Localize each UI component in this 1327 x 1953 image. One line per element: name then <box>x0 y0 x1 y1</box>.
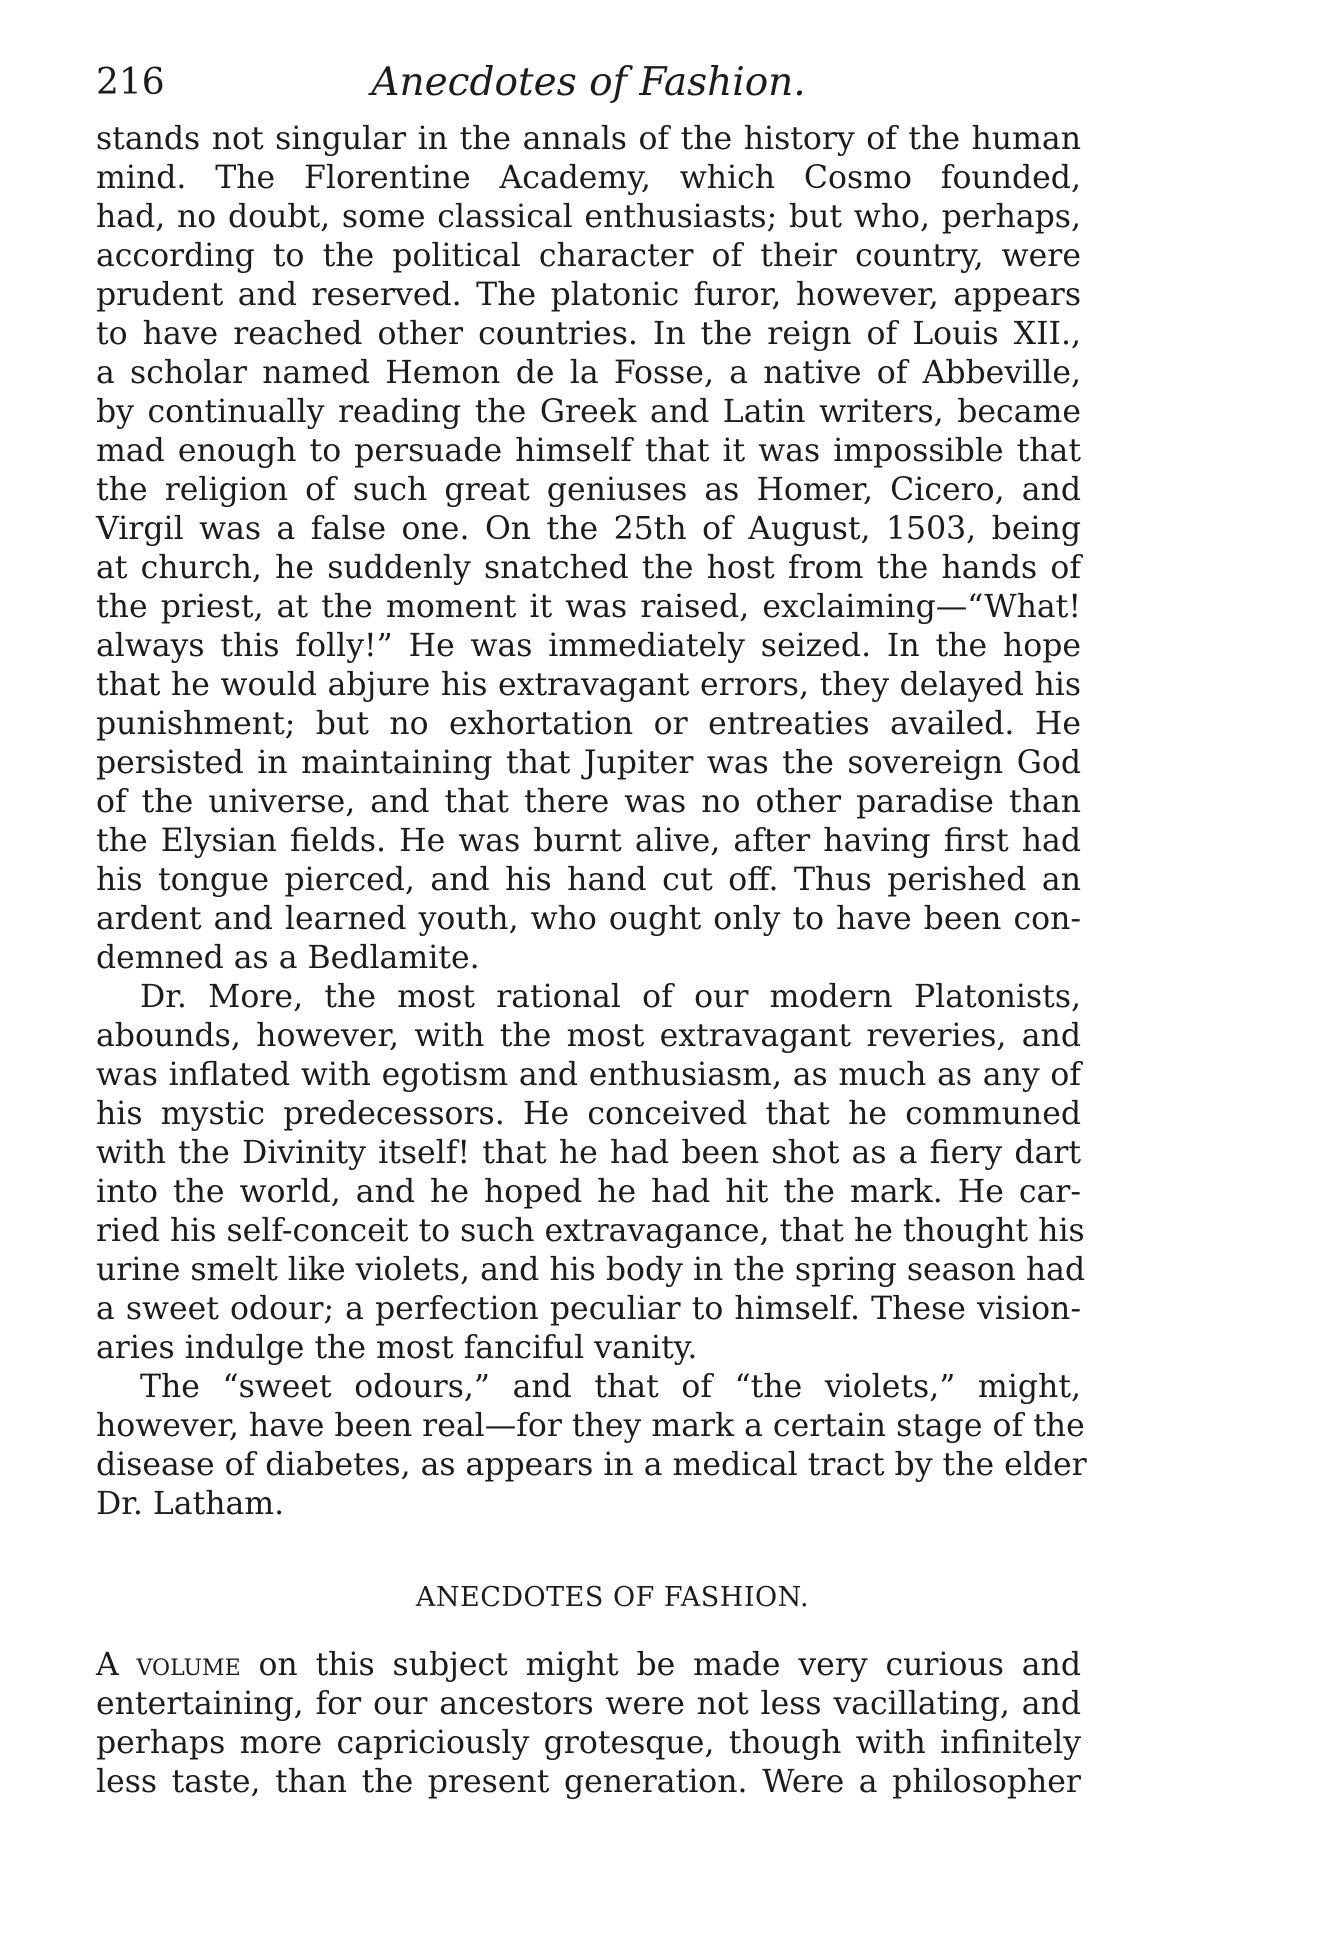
text-line: Dr. More, the most rational of our modern Platonists, <box>140 979 1081 1015</box>
text-line: persisted in maintaining that Jupiter was the sovereign God <box>96 745 1081 781</box>
text-line: less taste, than the present generation. Were a philosopher <box>96 1764 1081 1800</box>
text-line: at church, he suddenly snatched the host from the hands of <box>96 550 1081 586</box>
text-line: mind. The Florentine Academy, which Cosmo founded, <box>96 160 1081 196</box>
paragraph <box>96 1368 1087 1524</box>
text-line: a sweet odour; a perfection peculiar to himself. These vision- <box>96 1291 1081 1327</box>
text-line: his tongue pierced, and his hand cut off. Thus perished an <box>96 862 1081 898</box>
text-line: was inflated with egotism and enthusiasm, as much as any of <box>96 1057 1081 1093</box>
running-title: Anecdotes of Fashion. <box>371 60 806 105</box>
text-line: with the Divinity itself! that he had been shot as a fiery dart <box>96 1135 1081 1171</box>
first-line-rest: on this subject might be made very curious and <box>240 1647 1081 1683</box>
book-page <box>96 50 1087 1802</box>
text-line: The “sweet odours,” and that of “the violets,” might, <box>140 1369 1081 1405</box>
text-line: the religion of such great geniuses as Homer, Cicero, and <box>96 472 1081 508</box>
section-heading: ANECDOTES OF FASHION. <box>415 1582 810 1613</box>
text-line: of the universe, and that there was no other paradise than <box>96 784 1081 820</box>
text-line: that he would abjure his extravagant errors, they delayed his <box>96 667 1081 703</box>
text-line: disease of diabetes, as appears in a medical tract by the elder <box>96 1447 1087 1483</box>
text-line: the priest, at the moment it was raised, exclaiming—“What! <box>96 589 1081 625</box>
text-line: however, have been real—for they mark a certain stage of the <box>96 1408 1085 1444</box>
text-line: punishment; but no exhortation or entreaties availed. He <box>96 706 1081 742</box>
paragraph <box>96 978 1086 1368</box>
text-line: a scholar named Hemon de la Fosse, a native of Abbeville, <box>96 355 1081 391</box>
text-line <box>96 1646 1081 1685</box>
running-head <box>96 50 1081 120</box>
text-line: always this folly!” He was immediately seized. In the hope <box>96 628 1081 664</box>
text-line: his mystic predecessors. He conceived that he communed <box>96 1096 1081 1132</box>
text-line: stands not singular in the annals of the history of the human <box>96 121 1081 157</box>
text-line: aries indulge the most fanciful vanity. <box>96 1330 698 1366</box>
text-line: to have reached other countries. In the reign of Louis XII., <box>96 316 1081 352</box>
text-line: Dr. Latham. <box>96 1486 285 1522</box>
page-number: 216 <box>96 62 165 103</box>
text-line: demned as a Bedlamite. <box>96 940 480 976</box>
text-line: Virgil was a false one. On the 25th of August, 1503, being <box>96 511 1081 547</box>
text-line: had, no doubt, some classical enthusiasts; but who, perhaps, <box>96 199 1081 235</box>
text-line: the Elysian fields. He was burnt alive, after having first had <box>96 823 1081 859</box>
section-text <box>96 1646 1081 1802</box>
paragraph <box>96 120 1081 978</box>
text-line: entertaining, for our ancestors were not less vacillating, and <box>96 1686 1081 1722</box>
text-line: urine smelt like violets, and his body in the spring season had <box>96 1252 1086 1288</box>
text-line: by continually reading the Greek and Latin writers, became <box>96 394 1081 430</box>
text-line: according to the political character of their country, were <box>96 238 1081 274</box>
text-line: ardent and learned youth, who ought only to have been con- <box>96 901 1081 937</box>
text-line: abounds, however, with the most extravagant reveries, and <box>96 1018 1081 1054</box>
lead-word: A volume <box>96 1647 241 1683</box>
text-line: ried his self-conceit to such extravagance, that he thought his <box>96 1213 1085 1249</box>
text-line: mad enough to persuade himself that it was impossible that <box>96 433 1081 469</box>
text-line: into the world, and he hoped he had hit the mark. He car- <box>96 1174 1081 1210</box>
text-line: prudent and reserved. The platonic furor, however, appears <box>96 277 1081 313</box>
text-line: perhaps more capriciously grotesque, though with infinitely <box>96 1725 1081 1761</box>
body-text <box>96 120 1087 1524</box>
